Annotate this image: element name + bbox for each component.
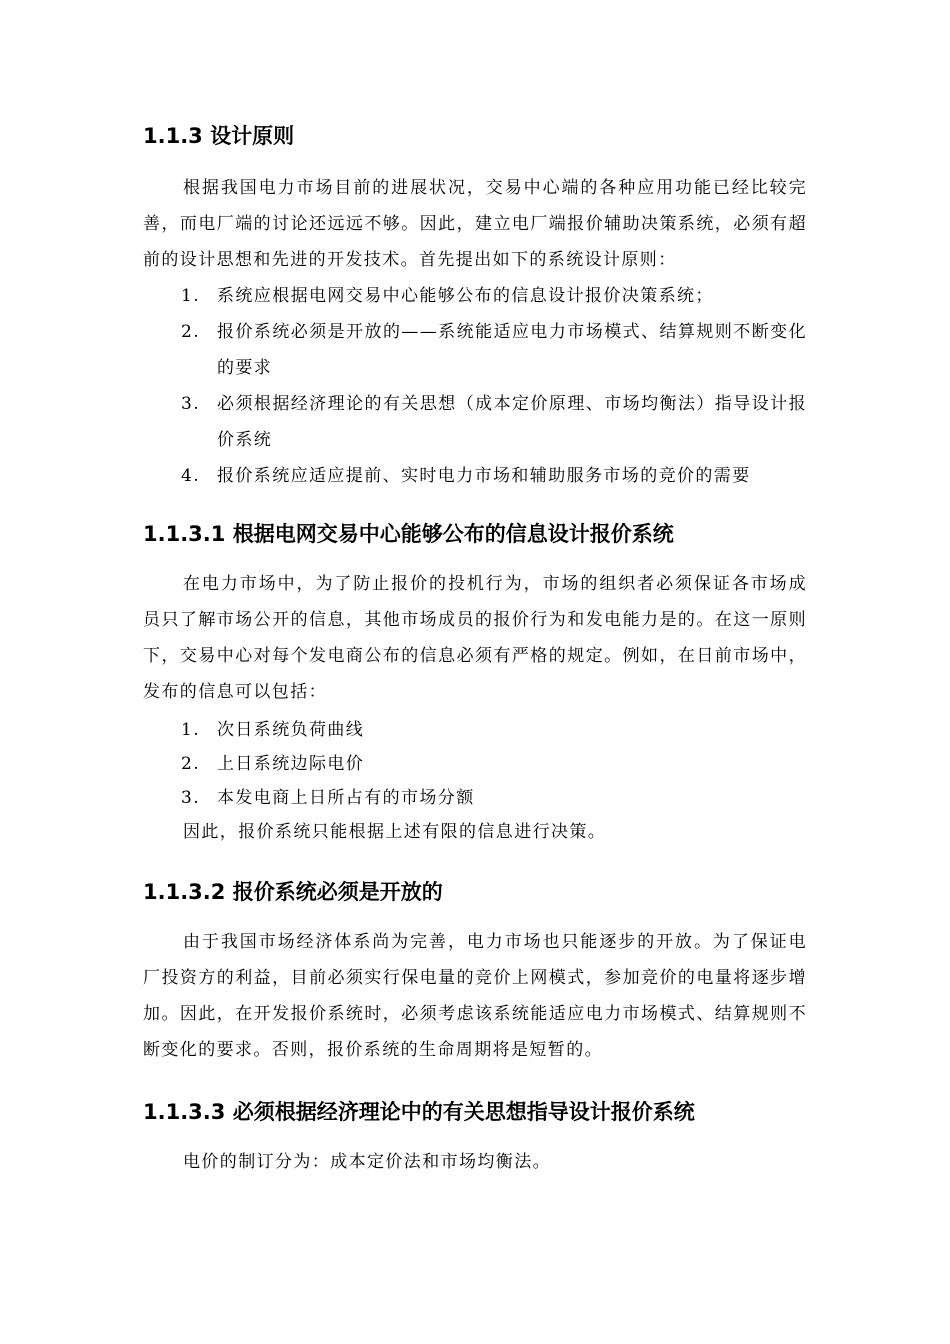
subsection-paragraph: 电价的制订分为：成本定价法和市场均衡法。 [183,1152,551,1172]
list-text: 上日系统边际电价 [217,754,365,774]
list-item [181,746,807,782]
conclusion-text: 因此，报价系统只能根据上述有限的信息进行决策。 [183,822,607,842]
section-heading: 1.1.3 设计原则 [143,124,295,148]
intro-paragraph: 根据我国电力市场目前的进展状况，交易中心端的各种应用功能已经比较完善，而电厂端的讨论还远远不够。因此，建立电厂端报价辅助决策系统，必须有超前的设计思想和先进的开发技术。首先提出如下的系统设计原则： [143,178,807,270]
principle-text: 必须根据经济理论的有关思想（成本定价原理、市场均衡法）指导设计报价系统 [217,394,807,450]
list-text: 本发电商上日所占有的市场分额 [217,788,475,808]
list-number: 1. [181,286,201,306]
subsection-heading: 1.1.3.3 必须根据经济理论中的有关思想指导设计报价系统 [143,1100,695,1124]
list-number: 3. [181,788,201,808]
subsection-heading: 1.1.3.1 根据电网交易中心能够公布的信息设计报价系统 [143,522,674,546]
subsection-heading: 1.1.3.2 报价系统必须是开放的 [143,880,443,904]
list-number: 1. [181,720,201,740]
list-item [181,780,807,816]
list-item [181,712,807,748]
principle-item [181,386,807,458]
principle-item [181,458,807,494]
principle-item [181,278,807,314]
principle-text: 报价系统应适应提前、实时电力市场和辅助服务市场的竞价的需要 [217,466,751,486]
list-text: 次日系统负荷曲线 [217,720,365,740]
subsection-paragraph: 在电力市场中，为了防止报价的投机行为，市场的组织者必须保证各市场成员只了解市场公开的信息，其他市场成员的报价行为和发电能力是的。在这一原则下，交易中心对每个发电商公布的信息必须有严格的规定。例如，在日前市场中，发布的信息可以包括： [143,574,807,702]
subsection-paragraph: 由于我国市场经济体系尚为完善，电力市场也只能逐步的开放。为了保证电厂投资方的利益，目前必须实行保电量的竞价上网模式，参加竞价的电量将逐步增加。因此，在开发报价系统时，必须考虑该系统能适应电力市场模式、结算规则不断变化的要求。否则，报价系统的生命周期将是短暂的。 [143,932,807,1060]
list-number: 2. [181,322,201,342]
list-number: 3. [181,394,201,414]
list-number: 2. [181,754,201,774]
principle-item [181,314,807,386]
principle-text: 报价系统必须是开放的——系统能适应电力市场模式、结算规则不断变化的要求 [217,322,807,378]
list-number: 4. [181,466,201,486]
principle-text: 系统应根据电网交易中心能够公布的信息设计报价决策系统； [217,286,714,306]
